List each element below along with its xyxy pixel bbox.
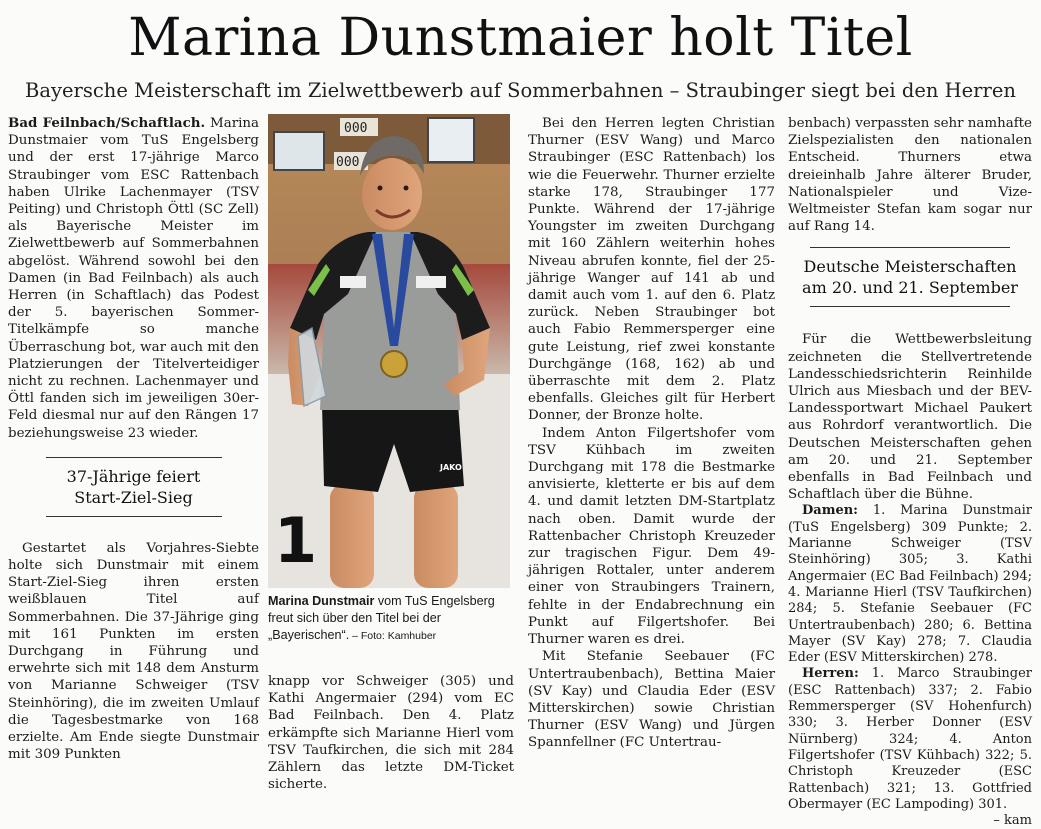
column-2 (268, 673, 514, 793)
results-herren (788, 666, 1032, 829)
subhead-box-1-line2: Start-Ziel-Sieg (74, 487, 193, 507)
results (788, 503, 1032, 829)
paragraph-verpassten: Mit Stefanie Seebauer (FC Untertraubenbach), Bettina Maier (SV Kay) und Claudia Eder (ESV Mitterskirchen) sowie Christian Thurner (ESV Wang) und Jürgen Spannfellner (FC Untertrau- (528, 649, 775, 751)
paragraph-start-ziel: Gestartet als Vorjahres-Siebte holte sich Dunstmair mit einem Start-Ziel-Sieg ihren ersten weißblauen Titel auf Sommerbahnen. Die 37-Jährige ging mit 161 Punkten im ersten Durchgang in Führung und erwehrte sich mit 148 dem Ansturm von Marianne Schweiger (TSV Steinhöring), die im zweiten Umlauf die Tagesbestmarke von 168 erzielte. Am Ende siegte Dunstmair mit 309 Punkten (8, 540, 259, 763)
results-damen (788, 503, 1032, 666)
paragraph-filgertshofer: Indem Anton Filgertshofer vom TSV Kühbach im zweiten Durchgang mit 178 die Bestmarke anvisierte, kletterte er bis auf dem 4. und damit letzten DM-Startplatz nach oben. Damit wurde der Rattenbacher Christoph Kreuzeder zur tragischen Figur. Dem 49-jährigen Rottaler, unter anderem einer von Straubingers Trainern, fehlte in der Endabrechnung ein Punkt auf Filgertshofer. Bei Thurner waren es drei. (528, 425, 775, 648)
scoreboard-top: 000 (344, 121, 368, 136)
column-4 (788, 115, 1032, 829)
subheadline: Bayersche Meisterschaft im Zielwettbewerb auf Sommerbahnen – Straubinger siegt bei den Herren (25, 79, 1016, 102)
results-damen-text: 1. Marina Dunstmair (TuS Engelsberg) 309 Punkte; 2. Marianne Schweiger (TSV Steinhöring) 305; 3. Kathi Angermaier (EC Bad Feilnbach) 294; 4. Marianne Hierl (TSV Taufkirchen) 284; 5. Stefanie Seebauer (FC Untertraubenbach) 280; 6. Bettina Mayer (SV Kay) 278; 7. Claudia Eder (ESV Mitterskirchen) 278. (788, 503, 1032, 666)
paragraph-wettbewerbsleitung: Für die Wettbewerbsleitung zeichneten die Stellvertretende Landesschiedsrichterin Reinhilde Ulrich aus Miesbach und der BEV-Landessportwart Michael Paukert aus Rohrdorf verantwortlich. Die Deutschen Meisterschaften gehen am 20. und 21. September ebenfalls in Bad Feilnbach und Schaftlach über die Bühne. (788, 332, 1032, 503)
column-1 (8, 115, 259, 764)
subhead-box-2-line2: am 20. und 21. September (802, 278, 1018, 298)
subhead-box-1 (8, 457, 259, 517)
photo-caption (268, 593, 512, 645)
subhead-box-2 (788, 247, 1032, 307)
window-right (428, 118, 474, 162)
author-signature: – kam (993, 813, 1032, 829)
medal (381, 351, 407, 377)
scoreboard-mid: 000 (336, 155, 360, 170)
caption-credit: – Foto: Kamhuber (349, 630, 437, 642)
results-damen-label: Damen: (802, 503, 858, 519)
dateline: Bad Feilnbach/Schaftlach. (8, 115, 206, 131)
paragraph-intro (8, 115, 259, 442)
results-herren-text: 1. Marco Straubinger (ESC Rattenbach) 337; 2. Fabio Remmersperger (SV Hohenfurch) 330; 3. Herber Donner (ESV Nürnberg) 324; 4. Anton Filgertshofer (TSV Kühbach) 322; 5. Christoph Kreuzeder (ESC Rattenbach) 321; 13. Gottfried Obermayer (EC Lampoding) 301. (788, 666, 1032, 812)
face (362, 158, 422, 230)
column-3 (528, 115, 775, 752)
caption-text: vom TuS Engelsberg freut sich über den Titel bei der „Bayerischen“. (268, 594, 495, 642)
paragraph-schweiger: knapp vor Schweiger (305) und Kathi Angermaier (294) vom EC Bad Feilnbach. Den 4. Platz erkämpfte sich Marianne Hierl vom TSV Taufkirchen, die sich mit 284 Zählern das letzte DM-Ticket sicherte. (268, 674, 514, 793)
results-herren-label: Herren: (802, 666, 859, 682)
subhead-box-2-line1: Deutsche Meisterschaften (803, 257, 1017, 277)
subhead-box-1-line1: 37-Jährige feiert (66, 466, 201, 486)
photo-illustration (268, 114, 510, 588)
paragraph-continued: benbach) verpassten sehr namhafte Zielspezialisten den nationalen Entscheid. Thurners etwa dreieinhalb Jahre älterer Bruder, Nationalspieler und Vize-Weltmeister Stefan kam sogar nur auf Rang 14. (788, 116, 1032, 235)
paragraph-herren: Bei den Herren legten Christian Thurner (ESV Wang) und Marco Straubinger (ESC Rattenbach) los wie die Feuerwehr. Thurner erzielte starke 178, Straubinger 177 Punkte. Während der 17-jährige Youngster im zweiten Durchgang mit 160 Zählern weiterhin hohes Niveau abrufen konnte, fiel der 25-jährige Wanger auf 141 ab und damit auch vom 1. auf den 6. Platz zurück. Neben Straubinger bot auch Fabio Remmersperger eine gute Leistung, rief zwei konstante Durchgänge (168, 162) ab und überraschte mit dem 2. Platz ebenfalls. Gleiches gilt für Herbert Donner, der Bronze holte. (528, 116, 775, 424)
shorts-logo: JAKO (440, 463, 462, 472)
headline: Marina Dunstmaier holt Titel (128, 8, 913, 68)
article-photo (268, 114, 510, 588)
podium-number: 1 (274, 504, 318, 577)
intro-text: Marina Dunstmaier vom TuS Engelsberg und der erst 17-jährige Marco Straubinger vom ESC Rattenbach haben Ulrike Lachenmayer (TSV Peiting) und Christoph Öttl (SC Zell) als Bayerische Meister im Zielwettbewerb auf Sommerbahnen abgelöst. Während sowohl bei den Damen (in Bad Feilnbach) als auch Herren (in Schaftlach) das Podest der 5. bayerischen Sommer-Titelkämpfe so manche Überraschung bot, war auch mit den Platzierungen der Titelverteidiger nicht zu rechnen. Lachenmayer und Öttl fanden sich im jeweiligen 30er-Feld diesmal nur auf den Rängen 17 beziehungsweise 23 wieder. (8, 116, 259, 441)
caption-name: Marina Dunstmair (268, 594, 375, 608)
window-left (274, 132, 324, 170)
